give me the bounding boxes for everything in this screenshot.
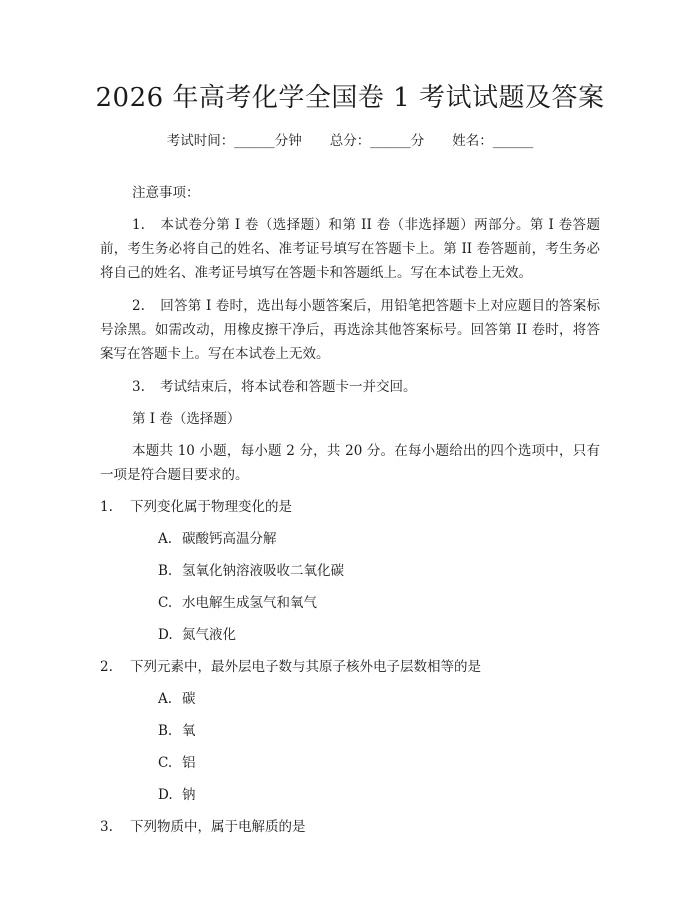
notice-number: 1. (132, 217, 145, 233)
question-number: 3. (100, 819, 113, 835)
option-text: 氢氧化钠溶液吸收二氧化碳 (182, 563, 344, 579)
question-text: 下列物质中，属于电解质的是 (130, 819, 306, 835)
option-letter: C. (158, 595, 173, 611)
question-number: 1. (100, 499, 113, 515)
notice-item (100, 294, 600, 366)
notice-text: 回答第 I 卷时，选出每小题答案后，用铅笔把答题卡上对应题目的答案标号涂黑。如需改动，用橡皮擦干净后，再选涂其他答案标号。回答第 II 卷时，将答案写在答题卡上。写在本试卷上无效。 (100, 298, 600, 362)
option-letter: D. (158, 787, 173, 803)
question-block (100, 656, 600, 806)
option-c (100, 752, 600, 774)
question-stem (100, 496, 600, 518)
question-block (100, 816, 600, 838)
question-text: 下列元素中，最外层电子数与其原子核外电子层数相等的是 (130, 659, 481, 675)
option-c (100, 592, 600, 614)
notice-item (100, 213, 600, 285)
option-d (100, 784, 600, 806)
notice-number: 3. (132, 379, 145, 395)
option-text: 铝 (182, 755, 196, 771)
option-letter: B. (158, 563, 173, 579)
notice-number: 2. (132, 298, 145, 314)
question-text: 下列变化属于物理变化的是 (130, 499, 292, 515)
student-name-field: 姓名：______ (452, 133, 534, 149)
option-letter: D. (158, 627, 173, 643)
exam-content (100, 182, 600, 838)
option-text: 钠 (182, 787, 196, 803)
question-stem (100, 816, 600, 838)
notice-text: 本试卷分第 I 卷（选择题）和第 II 卷（非选择题）两部分。第 I 卷答题前，考生务必将自己的姓名、准考证号填写在答题卡上。第 II 卷答题前，考生务必将自己的姓名、准考证号填写在答题卡和答题纸上。写在本试卷上无效。 (100, 217, 600, 281)
option-text: 碳酸钙高温分解 (182, 531, 277, 547)
option-d (100, 624, 600, 646)
question-block (100, 496, 600, 646)
notice-text: 考试结束后，将本试卷和答题卡一并交回。 (160, 379, 417, 395)
option-letter: A. (158, 531, 173, 547)
notice-heading: 注意事项： (132, 185, 200, 201)
option-letter: A. (158, 691, 173, 707)
option-text: 水电解生成氢气和氧气 (182, 595, 317, 611)
option-text: 氮气液化 (182, 627, 236, 643)
option-a (100, 528, 600, 550)
exam-time-field: 考试时间：______分钟 (166, 133, 302, 149)
section-intro: 本题共 10 小题，每小题 2 分，共 20 分。在每小题给出的四个选项中，只有一项是符合题目要求的。 (100, 443, 600, 483)
option-letter: B. (158, 723, 173, 739)
option-letter: C. (158, 755, 173, 771)
option-b (100, 560, 600, 582)
question-stem (100, 656, 600, 678)
total-score-field: 总分：______分 (329, 133, 425, 149)
section-title: 第 I 卷（选择题） (132, 411, 241, 427)
option-b (100, 720, 600, 742)
option-text: 碳 (182, 691, 196, 707)
notice-item (100, 375, 600, 399)
option-a (100, 688, 600, 710)
exam-meta-line (0, 130, 700, 152)
option-text: 氧 (182, 723, 196, 739)
question-number: 2. (100, 659, 113, 675)
page-title: 2026 年高考化学全国卷 1 考试试题及答案 (95, 83, 605, 113)
